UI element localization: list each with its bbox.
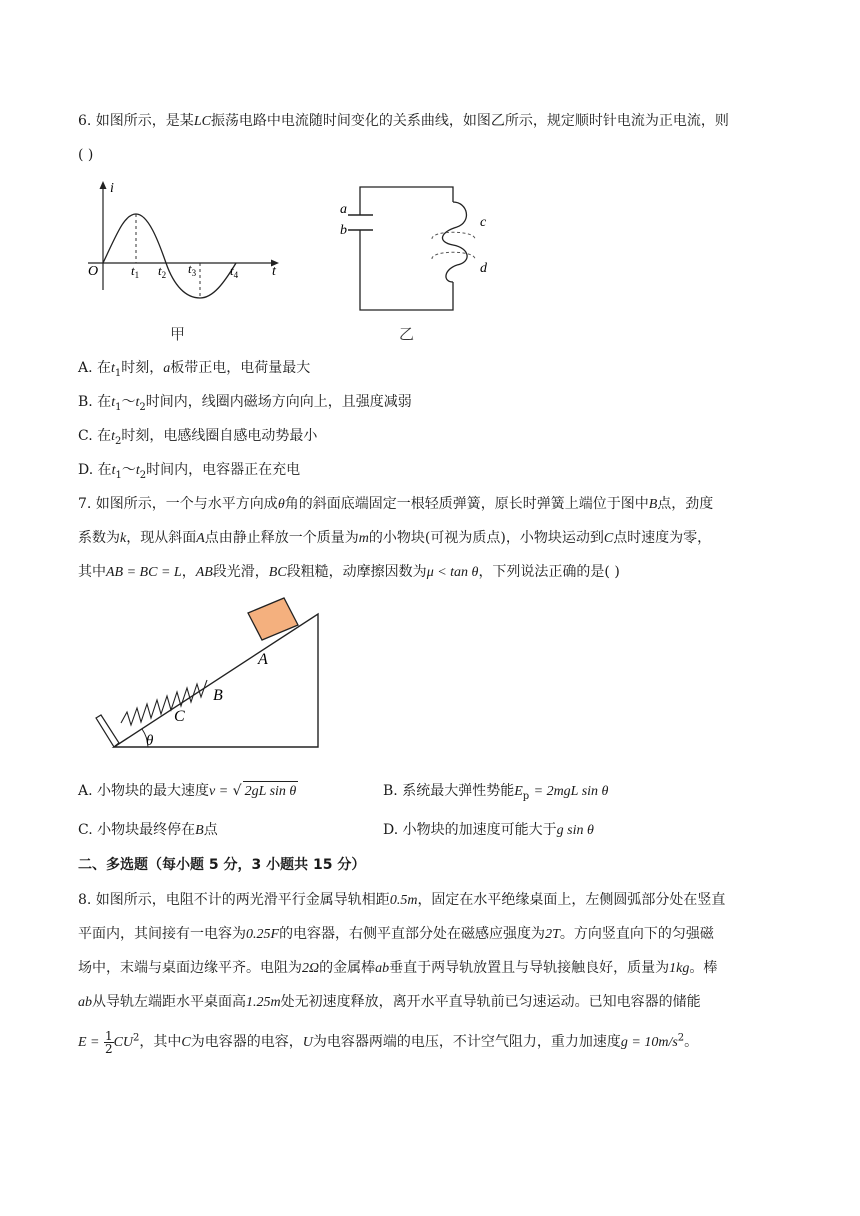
graph-t2: $t_2$ xyxy=(158,263,167,280)
q8-stem-line2: 平面内，其间接有一电容为0.25F的电容器，右侧平直部分处在磁感应强度为2T。方向竖直向下的匀强磁 xyxy=(78,926,714,942)
q6-option-a: A. 在$t_1$时刻，a板带正电，电荷量最大 xyxy=(78,360,311,379)
q8-stem-line3: 场中，末端与桌面边缘平齐。电阻为2Ω的金属棒ab垂直于两导轨放置且与导轨接触良好，质量为1kg。棒 xyxy=(78,960,718,976)
graph-y-label: i xyxy=(110,181,114,196)
q6-option-c: C. 在$t_2$时刻，电感线圈自感电动势最小 xyxy=(78,428,318,447)
circuit-label-d: d xyxy=(480,261,487,276)
section-2-heading: 二、多选题（每小题 5 分，3 小题共 15 分） xyxy=(78,857,366,873)
q7-option-a: A. 小物块的最大速度v = √ 2gL sin θ xyxy=(78,781,298,802)
q8-stem-line4: ab从导轨左端距水平桌面高1.25m处无初速度释放，离开水平直导轨前已匀速运动。已知电容器的储能 xyxy=(78,994,701,1010)
circuit-label-a: a xyxy=(340,202,347,217)
q6-current-graph xyxy=(78,178,283,303)
circuit-label-c: c xyxy=(480,215,487,230)
q7-incline-figure xyxy=(90,592,330,752)
q7-stem-line1: 7. 如图所示，一个与水平方向成θ角的斜面底端固定一根轻质弹簧，原长时弹簧上端位于图中B点，劲度 xyxy=(78,496,714,512)
graph-t1: $t_1$ xyxy=(131,263,140,280)
q7-option-c: C. 小物块最终停在B点 xyxy=(78,822,218,838)
q8-stem-line5: E = $\frac{1}{2}$ $CU^2$，其中C为电容器的电容，U为电容器两端的电压，不计空气阻力，重力加速度$g = 10m/s^2$。 xyxy=(78,1028,699,1056)
q6-answer-paren: ( ) xyxy=(78,147,94,163)
q6-option-b: B. 在$t_1\sim t_2$时间内，线圈内磁场方向向上，且强度减弱 xyxy=(78,394,412,413)
fig-label-jia: 甲 xyxy=(170,325,186,343)
incline-label-c: C xyxy=(174,708,185,725)
q6-option-d: D. 在$t_1\sim t_2$时间内，电容器正在充电 xyxy=(78,462,301,481)
incline-label-b: B xyxy=(213,687,223,704)
q6-lc-circuit xyxy=(335,182,495,317)
graph-origin: O xyxy=(88,264,99,279)
q7-stem-line2: 系数为k，现从斜面A点由静止释放一个质量为m的小物块(可视为质点)，小物块运动到C点时速度为零， xyxy=(78,530,712,546)
q6-stem: 6. 如图所示，是某LC振荡电路中电流随时间变化的关系曲线，如图乙所示，规定顺时针电流为正电流，则 xyxy=(78,113,729,129)
graph-t3: $t_3$ xyxy=(188,261,197,278)
fig-label-yi: 乙 xyxy=(399,325,415,343)
incline-label-a: A xyxy=(258,651,268,668)
q7-stem-line3: 其中AB = BC = L，AB段光滑，BC段粗糙，动摩擦因数为μ < tan θ，下列说法正确的是( ) xyxy=(78,564,620,580)
q7-option-d: D. 小物块的加速度可能大于g sin θ xyxy=(383,822,594,838)
q8-stem-line1: 8. 如图所示，电阻不计的两光滑平行金属导轨相距0.5m，固定在水平绝缘桌面上，左侧圆弧部分处在竖直 xyxy=(78,892,726,908)
energy-fraction: $\frac{1}{2}$ xyxy=(104,1028,113,1056)
incline-label-theta: θ xyxy=(146,733,154,749)
circuit-label-b: b xyxy=(340,223,347,238)
graph-x-label: t xyxy=(272,264,276,279)
graph-t4: $t_4$ xyxy=(230,263,239,280)
q7-option-b: B. 系统最大弹性势能$E_p = 2mgL$ sin θ xyxy=(383,783,609,802)
